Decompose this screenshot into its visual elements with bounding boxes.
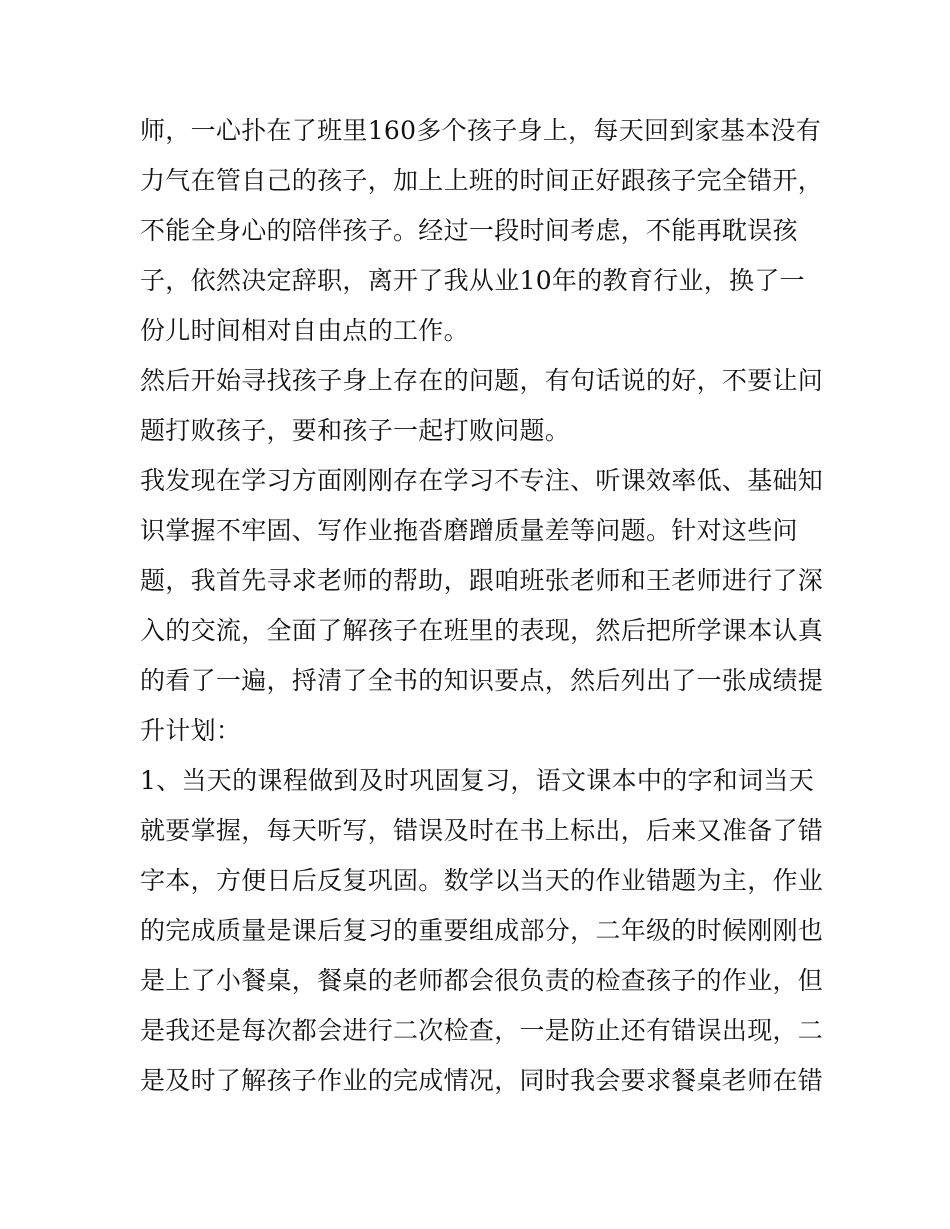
text-line: 识掌握不牢固、写作业拖沓磨蹭质量差等问题。针对这些问 [140, 516, 798, 545]
text-line: 的看了一遍，捋清了全书的知识要点，然后列出了一张成绩提 [140, 666, 824, 695]
document-body [140, 106, 824, 1106]
text-line: 升计划： [140, 716, 242, 745]
text-line: 力气在管自己的孩子，加上上班的时间正好跟孩子完全错开， [140, 166, 824, 195]
text-line: 是及时了解孩子作业的完成情况，同时我会要求餐桌老师在错 [140, 1066, 824, 1095]
text-line: 字本，方便日后反复巩固。数学以当天的作业错题为主，作业 [140, 866, 824, 895]
text-line: 1、当天的课程做到及时巩固复习，语文课本中的字和词当天 [140, 766, 815, 795]
text-line: 是我还是每次都会进行二次检查，一是防止还有错误出现，二 [140, 1016, 824, 1045]
text-line: 题，我首先寻求老师的帮助，跟咱班张老师和王老师进行了深 [140, 566, 824, 595]
text-line: 就要掌握，每天听写，错误及时在书上标出，后来又准备了错 [140, 816, 824, 845]
text-line: 不能全身心的陪伴孩子。经过一段时间考虑，不能再耽误孩 [140, 216, 798, 245]
text-line: 子，依然决定辞职，离开了我从业10年的教育行业，换了一 [140, 266, 805, 295]
text-line: 是上了小餐桌，餐桌的老师都会很负责的检查孩子的作业，但 [140, 966, 824, 995]
text-line: 然后开始寻找孩子身上存在的问题，有句话说的好，不要让问 [140, 366, 824, 395]
text-line: 我发现在学习方面刚刚存在学习不专注、听课效率低、基础知 [140, 466, 824, 495]
text-line: 题打败孩子，要和孩子一起打败问题。 [140, 416, 571, 445]
text-line: 份儿时间相对自由点的工作。 [140, 316, 469, 345]
text-line: 的完成质量是课后复习的重要组成部分，二年级的时候刚刚也 [140, 916, 824, 945]
text-line: 入的交流，全面了解孩子在班里的表现，然后把所学课本认真 [140, 616, 824, 645]
text-line: 师，一心扑在了班里160多个孩子身上，每天回到家基本没有 [140, 116, 822, 145]
